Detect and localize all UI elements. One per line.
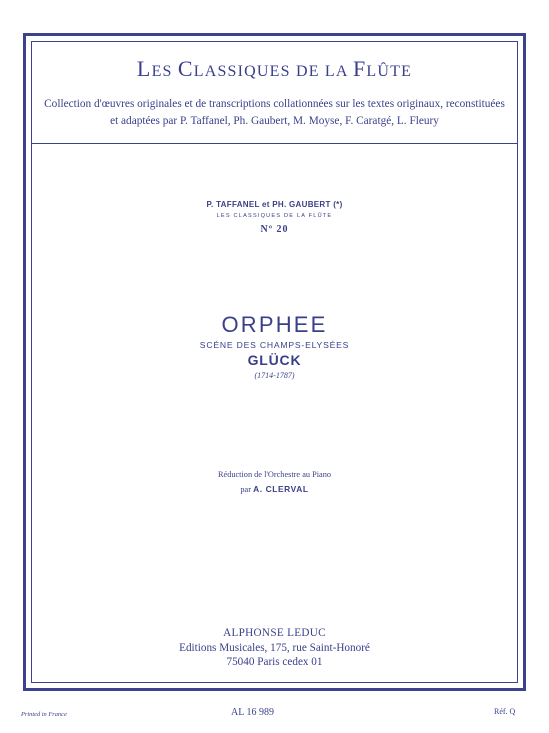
work-title: ORPHEE (221, 312, 328, 337)
arranger-name: A. CLERVAL (253, 484, 309, 494)
printed-in-note: Printed in France (21, 711, 67, 718)
publisher-address-line-1: Editions Musicales, 175, rue Saint-Honoré (179, 642, 370, 654)
publisher-address-line-2: 75040 Paris cedex 01 (226, 656, 323, 668)
composer-name: GLÜCK (247, 352, 302, 368)
editor-credit: P. TAFFANEL et PH. GAUBERT (*) (206, 200, 343, 209)
series-number: Nº 20 (260, 224, 289, 235)
work-subtitle: SCÉNE DES CHAMPS-ELYSÉES (199, 340, 350, 350)
arranger-prefix: par (240, 485, 252, 494)
catalog-number: AL 16 989 (231, 707, 274, 718)
composer-dates: (1714-1787) (254, 371, 295, 380)
collection-line-1: Collection d'œuvres originales et de transcriptions collationnées sur les textes originaux, reconstituées (44, 98, 505, 110)
header-divider (31, 143, 518, 144)
collection-line-2: et adaptées par P. Taffanel, Ph. Gaubert, M. Moyse, F. Caratgé, L. Fleury (110, 115, 439, 127)
reference-code: Réf. Q (494, 707, 516, 716)
collection-description (31, 96, 518, 130)
publisher-name: ALPHONSE LEDUC (223, 627, 326, 639)
arrangement-note: Réduction de l'Orchestre au Piano (217, 470, 331, 479)
arranger-credit (31, 484, 518, 494)
series-title: LES CLASSIQUES DE LA FLÛTE (136, 56, 413, 81)
series-name: LES CLASSIQUES DE LA FLÛTE (216, 213, 333, 219)
